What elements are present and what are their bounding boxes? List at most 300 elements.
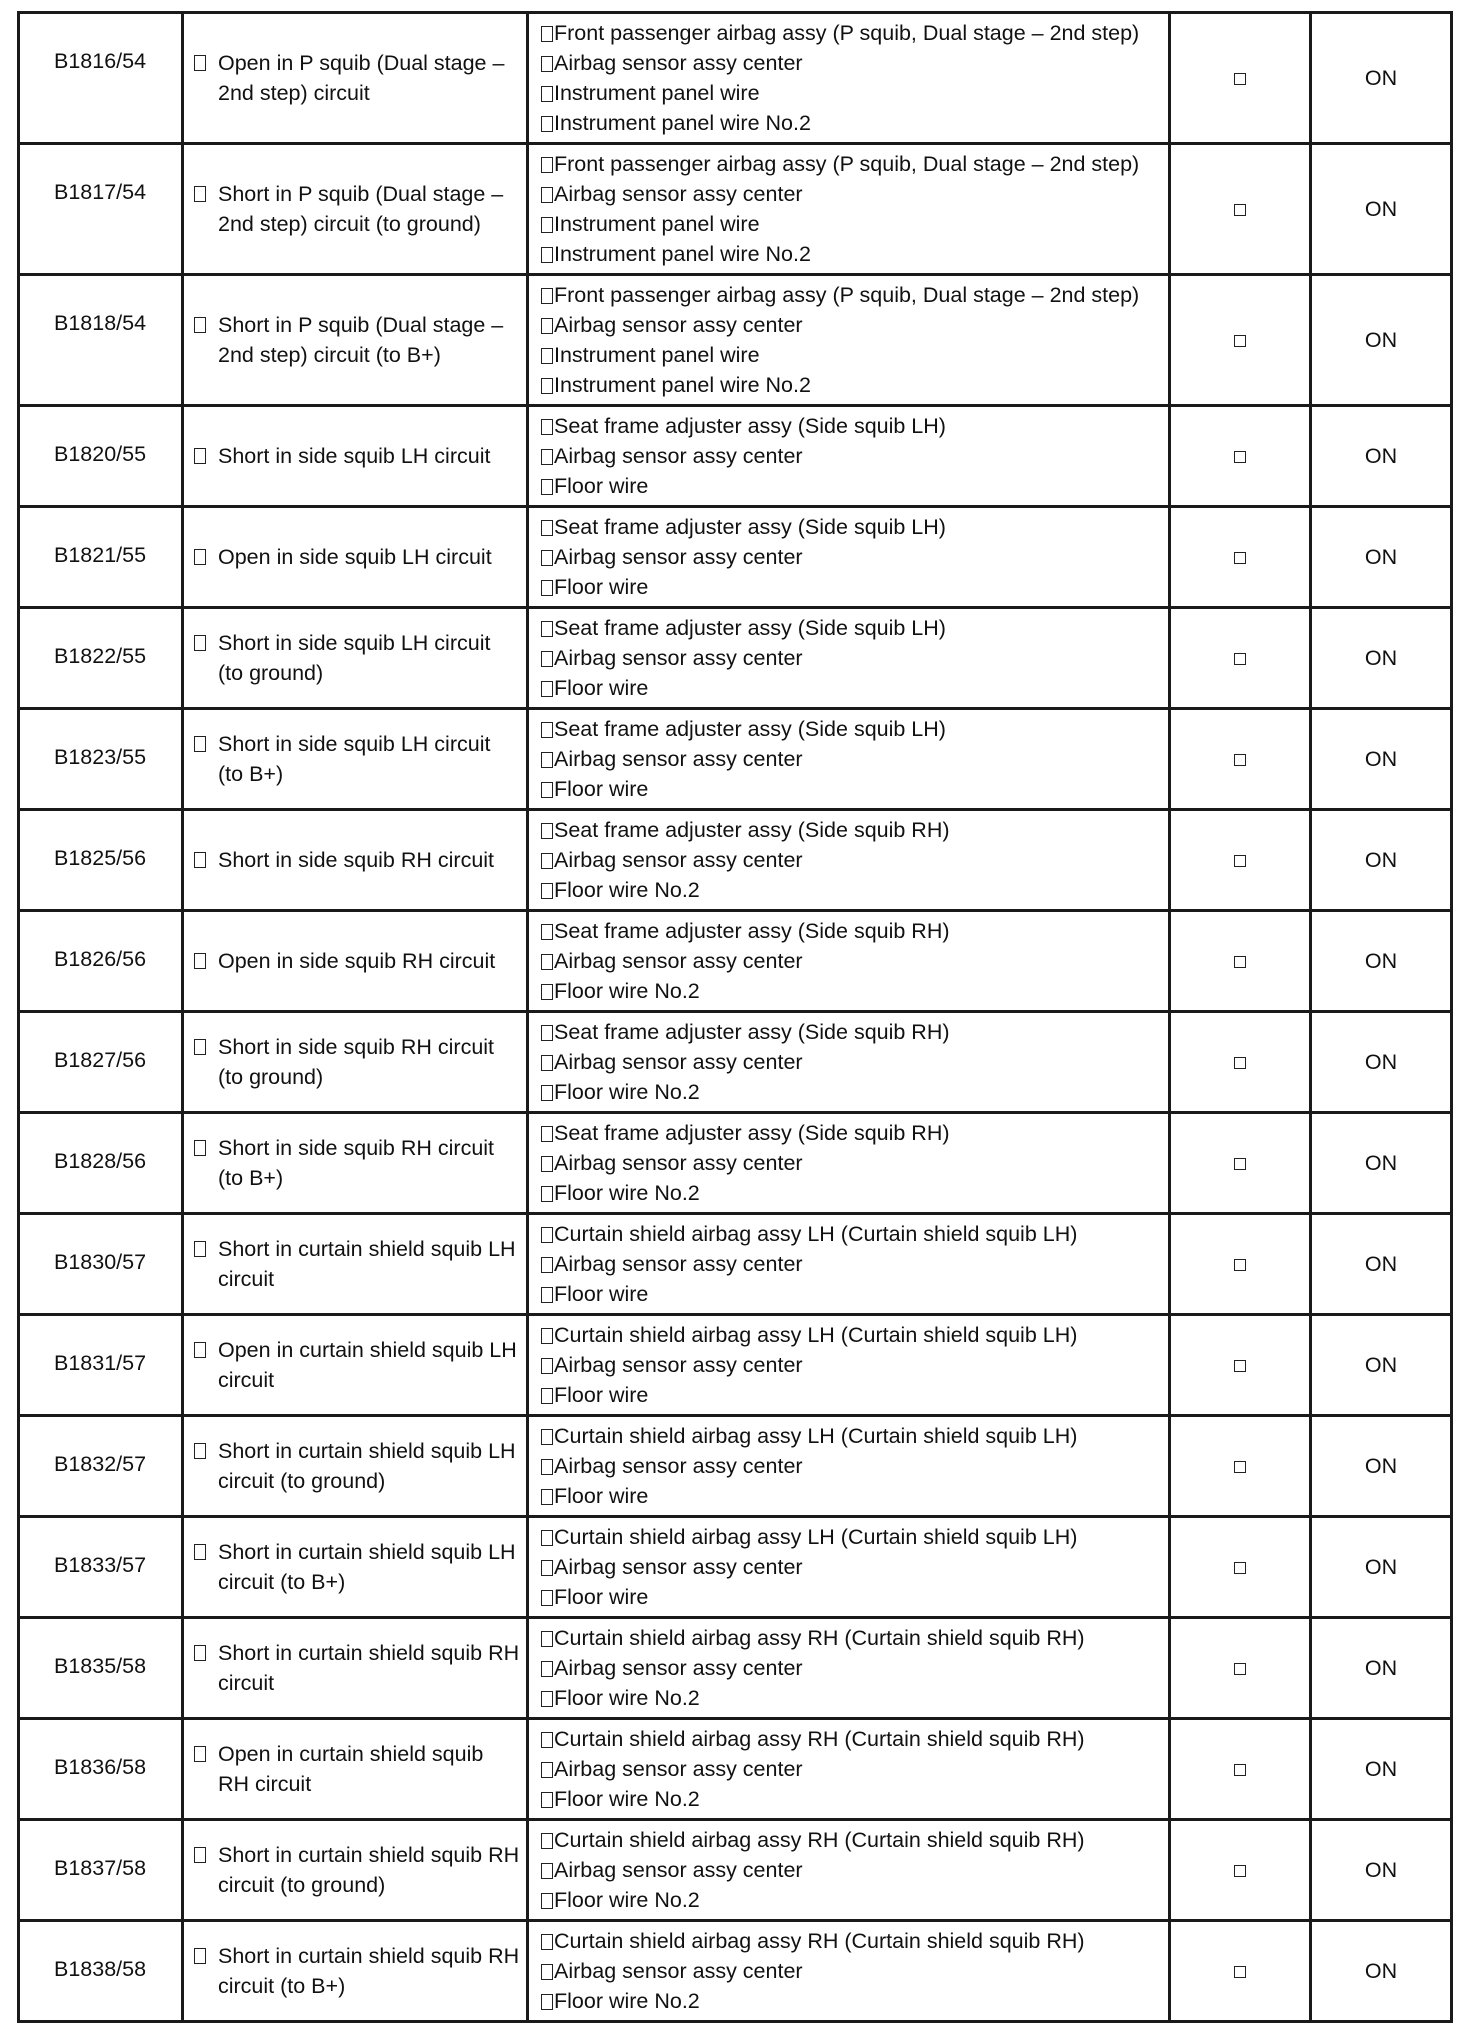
detection-item-cell [183,275,528,406]
trouble-area-text: Airbag sensor assy center [554,313,803,337]
trouble-area-text: Floor wire [554,676,649,700]
dtc-code-cell [19,1820,183,1921]
trouble-area-text: Airbag sensor assy center [554,1858,803,1882]
trouble-area-text: Floor wire No.2 [554,979,700,1003]
bullet-box-icon [541,116,553,132]
dtc-code: B1817/54 [54,180,147,204]
trouble-area-text: Curtain shield airbag assy LH (Curtain shield squib LH) [554,1222,1078,1246]
bullet-box-icon [541,56,553,72]
trouble-area-item [541,1047,1164,1077]
checkbox-icon [1234,1461,1246,1473]
bullet-box-icon [541,1934,553,1950]
trouble-area-item [541,1623,1164,1653]
trouble-area-text: Airbag sensor assy center [554,1757,803,1781]
bullet-box-icon [541,681,553,697]
detection-item-cell [183,1416,528,1517]
dtc-code: B1821/55 [54,543,147,567]
trouble-area-item [541,946,1164,976]
dtc-code-cell [19,709,183,810]
trouble-area-item [541,815,1164,845]
trouble-area-item [541,1451,1164,1481]
trouble-area-text: Instrument panel wire [554,81,760,105]
trouble-area-text: Floor wire No.2 [554,1888,700,1912]
check-mode-cell [1170,1719,1311,1820]
dtc-code: B1822/55 [54,644,147,668]
trouble-area-text: Instrument panel wire No.2 [554,373,811,397]
detection-item-text: Short in side squib LH circuit [218,444,491,468]
trouble-area-text: Floor wire [554,777,649,801]
trouble-area-item [541,310,1164,340]
trouble-area-text: Airbag sensor assy center [554,646,803,670]
detection-item-cell [183,608,528,709]
bullet-box-icon [541,1994,553,2010]
trouble-area-text: Airbag sensor assy center [554,949,803,973]
bullet-box-icon [541,378,553,394]
trouble-area-text: Floor wire [554,474,649,498]
checkbox-icon [1234,204,1246,216]
bullet-box-icon [541,1590,553,1606]
bullet-box-icon [541,550,553,566]
trouble-area-text: Instrument panel wire [554,212,760,236]
srs-warning-light-value: ON [1364,1353,1398,1377]
trouble-area-item [541,643,1164,673]
bullet-box-icon [541,1257,553,1273]
srs-warning-light-cell [1311,709,1452,810]
trouble-area-text: Curtain shield airbag assy RH (Curtain shield squib RH) [554,1929,1085,1953]
trouble-area-cell [528,1416,1170,1517]
check-mode-cell [1170,1416,1311,1517]
trouble-area-text: Floor wire [554,1484,649,1508]
trouble-area-text: Seat frame adjuster assy (Side squib LH) [554,414,946,438]
dtc-code: B1816/54 [54,49,147,73]
srs-warning-light-value: ON [1364,1454,1398,1478]
srs-warning-light-value: ON [1364,1858,1398,1882]
check-mode-cell [1170,144,1311,275]
dtc-code: B1835/58 [54,1654,147,1678]
trouble-area-text: Airbag sensor assy center [554,182,803,206]
bullet-box-icon [541,1964,553,1980]
trouble-area-item [541,976,1164,1006]
trouble-area-text: Floor wire No.2 [554,1787,700,1811]
srs-warning-light-cell [1311,810,1452,911]
dtc-code-cell [19,608,183,709]
trouble-area-item [541,239,1164,269]
trouble-area-text: Seat frame adjuster assy (Side squib LH) [554,515,946,539]
dtc-code-cell [19,13,183,144]
trouble-area-item [541,1148,1164,1178]
trouble-area-cell [528,1517,1170,1618]
trouble-area-item [541,18,1164,48]
table-row [19,1214,1452,1315]
trouble-area-item [541,1522,1164,1552]
detection-item-text: Short in curtain shield squib RH circuit (to ground) [218,1843,520,1897]
checkbox-icon [1234,1663,1246,1675]
bullet-box-icon [194,1847,206,1863]
trouble-area-text: Airbag sensor assy center [554,1959,803,1983]
bullet-box-icon [541,1530,553,1546]
srs-warning-light-cell [1311,1517,1452,1618]
detection-item-text: Open in P squib (Dual stage – 2nd step) circuit [218,51,505,105]
detection-item-text: Open in side squib LH circuit [218,545,492,569]
table-row [19,144,1452,275]
checkbox-icon [1234,653,1246,665]
bullet-box-icon [541,1085,553,1101]
dtc-code: B1836/58 [54,1755,147,1779]
bullet-box-icon [541,318,553,334]
detection-item-text: Short in side squib LH circuit (to B+) [218,732,491,786]
table-row [19,1416,1452,1517]
trouble-area-item [541,613,1164,643]
dtc-code-cell [19,1214,183,1315]
srs-warning-light-value: ON [1364,747,1398,771]
dtc-code-cell [19,911,183,1012]
detection-item-text: Open in curtain shield squib RH circuit [218,1742,484,1796]
check-mode-cell [1170,709,1311,810]
table-row [19,1517,1452,1618]
trouble-area-text: Floor wire [554,1383,649,1407]
bullet-box-icon [541,1227,553,1243]
dtc-code-cell [19,1618,183,1719]
trouble-area-item [541,1784,1164,1814]
trouble-area-item [541,108,1164,138]
bullet-box-icon [541,1186,553,1202]
trouble-area-text: Airbag sensor assy center [554,1454,803,1478]
bullet-box-icon [541,1459,553,1475]
srs-warning-light-value: ON [1364,1959,1398,1983]
dtc-code-cell [19,1012,183,1113]
trouble-area-item [541,1249,1164,1279]
srs-warning-light-value: ON [1364,1252,1398,1276]
detection-item-text: Short in side squib RH circuit (to B+) [218,1136,495,1190]
detection-item-cell [183,911,528,1012]
trouble-area-text: Floor wire No.2 [554,878,700,902]
dtc-code: B1827/56 [54,1048,147,1072]
bullet-box-icon [194,448,206,464]
trouble-area-text: Curtain shield airbag assy LH (Curtain shield squib LH) [554,1323,1078,1347]
trouble-area-item [541,1956,1164,1986]
trouble-area-item [541,845,1164,875]
table-row [19,1113,1452,1214]
bullet-box-icon [541,1429,553,1445]
trouble-area-text: Airbag sensor assy center [554,51,803,75]
check-mode-cell [1170,1517,1311,1618]
trouble-area-text: Seat frame adjuster assy (Side squib LH) [554,717,946,741]
srs-warning-light-value: ON [1364,848,1398,872]
trouble-area-item [541,572,1164,602]
bullet-box-icon [541,1358,553,1374]
detection-item-text: Short in curtain shield squib LH circuit [218,1237,516,1291]
table-row [19,1012,1452,1113]
bullet-box-icon [541,1055,553,1071]
detection-item-text: Short in side squib RH circuit [218,848,495,872]
trouble-area-text: Floor wire [554,1282,649,1306]
trouble-area-cell [528,911,1170,1012]
bullet-box-icon [194,1544,206,1560]
trouble-area-item [541,48,1164,78]
dtc-code-cell [19,1719,183,1820]
detection-item-cell [183,1214,528,1315]
trouble-area-item [541,1926,1164,1956]
trouble-area-item [541,714,1164,744]
bullet-box-icon [541,86,553,102]
trouble-area-cell [528,608,1170,709]
bullet-box-icon [541,752,553,768]
dtc-code: B1820/55 [54,442,147,466]
dtc-code: B1825/56 [54,846,147,870]
detection-item-text: Short in P squib (Dual stage – 2nd step) circuit (to ground) [218,182,504,236]
detection-item-cell [183,13,528,144]
detection-item-cell [183,144,528,275]
dtc-code-cell [19,1517,183,1618]
detection-item-cell [183,709,528,810]
check-mode-cell [1170,1113,1311,1214]
trouble-area-item [541,875,1164,905]
bullet-box-icon [194,186,206,202]
trouble-area-text: Seat frame adjuster assy (Side squib RH) [554,1020,950,1044]
check-mode-cell [1170,507,1311,608]
trouble-area-item [541,1582,1164,1612]
bullet-box-icon [194,549,206,565]
trouble-area-text: Instrument panel wire [554,343,760,367]
bullet-box-icon [194,1948,206,1964]
dtc-table [17,11,1453,2023]
bullet-box-icon [541,1691,553,1707]
checkbox-icon [1234,1562,1246,1574]
detection-item-cell [183,1618,528,1719]
trouble-area-cell [528,144,1170,275]
srs-warning-light-value: ON [1364,444,1398,468]
detection-item-text: Short in curtain shield squib RH circuit [218,1641,520,1695]
bullet-box-icon [194,852,206,868]
check-mode-cell [1170,1315,1311,1416]
trouble-area-text: Seat frame adjuster assy (Side squib RH) [554,818,950,842]
bullet-box-icon [194,1645,206,1661]
trouble-area-item [541,1219,1164,1249]
table-row [19,608,1452,709]
trouble-area-item [541,1683,1164,1713]
srs-warning-light-cell [1311,1416,1452,1517]
detection-item-text: Short in side squib LH circuit (to ground) [218,631,491,685]
srs-warning-light-cell [1311,1113,1452,1214]
checkbox-icon [1234,1865,1246,1877]
trouble-area-text: Front passenger airbag assy (P squib, Dual stage – 2nd step) [554,21,1140,45]
trouble-area-cell [528,1618,1170,1719]
trouble-area-item [541,673,1164,703]
trouble-area-text: Instrument panel wire No.2 [554,242,811,266]
check-mode-cell [1170,1921,1311,2022]
detection-item-text: Short in curtain shield squib LH circuit (to B+) [218,1540,516,1594]
dtc-code: B1838/58 [54,1957,147,1981]
srs-warning-light-value: ON [1364,1555,1398,1579]
trouble-area-text: Airbag sensor assy center [554,1050,803,1074]
trouble-area-text: Seat frame adjuster assy (Side squib LH) [554,616,946,640]
trouble-area-item [541,340,1164,370]
bullet-box-icon [194,55,206,71]
trouble-area-cell [528,1012,1170,1113]
table-row [19,406,1452,507]
check-mode-cell [1170,1820,1311,1921]
trouble-area-text: Airbag sensor assy center [554,1353,803,1377]
checkbox-icon [1234,451,1246,463]
bullet-box-icon [541,1661,553,1677]
bullet-box-icon [541,1489,553,1505]
checkbox-icon [1234,552,1246,564]
trouble-area-cell [528,507,1170,608]
srs-warning-light-cell [1311,1820,1452,1921]
bullet-box-icon [541,520,553,536]
bullet-box-icon [541,580,553,596]
trouble-area-cell [528,406,1170,507]
srs-warning-light-value: ON [1364,197,1398,221]
dtc-code: B1826/56 [54,947,147,971]
detection-item-text: Open in side squib RH circuit [218,949,496,973]
srs-warning-light-cell [1311,1618,1452,1719]
bullet-box-icon [194,953,206,969]
bullet-box-icon [541,1560,553,1576]
trouble-area-cell [528,1719,1170,1820]
dtc-code: B1830/57 [54,1250,147,1274]
checkbox-icon [1234,1259,1246,1271]
dtc-code-cell [19,144,183,275]
trouble-area-cell [528,810,1170,911]
trouble-area-text: Curtain shield airbag assy RH (Curtain shield squib RH) [554,1727,1085,1751]
trouble-area-text: Front passenger airbag assy (P squib, Dual stage – 2nd step) [554,152,1140,176]
table-row [19,1820,1452,1921]
srs-warning-light-cell [1311,13,1452,144]
trouble-area-text: Floor wire No.2 [554,1080,700,1104]
trouble-area-item [541,1825,1164,1855]
bullet-box-icon [541,1388,553,1404]
dtc-code-cell [19,1921,183,2022]
trouble-area-item [541,916,1164,946]
bullet-box-icon [194,1342,206,1358]
trouble-area-cell [528,275,1170,406]
detection-item-cell [183,507,528,608]
table-row [19,709,1452,810]
trouble-area-text: Floor wire No.2 [554,1181,700,1205]
detection-item-text: Short in side squib RH circuit (to ground) [218,1035,495,1089]
dtc-code-cell [19,810,183,911]
srs-warning-light-value: ON [1364,1757,1398,1781]
srs-warning-light-cell [1311,144,1452,275]
bullet-box-icon [541,157,553,173]
bullet-box-icon [194,1241,206,1257]
bullet-box-icon [541,26,553,42]
detection-item-cell [183,810,528,911]
srs-warning-light-value: ON [1364,66,1398,90]
trouble-area-text: Airbag sensor assy center [554,1555,803,1579]
srs-warning-light-cell [1311,406,1452,507]
table-row [19,1618,1452,1719]
bullet-box-icon [194,1140,206,1156]
bullet-box-icon [194,635,206,651]
srs-warning-light-cell [1311,1719,1452,1820]
bullet-box-icon [541,1287,553,1303]
checkbox-icon [1234,956,1246,968]
trouble-area-item [541,78,1164,108]
bullet-box-icon [541,348,553,364]
trouble-area-item [541,370,1164,400]
bullet-box-icon [541,1893,553,1909]
trouble-area-item [541,1552,1164,1582]
check-mode-cell [1170,1618,1311,1719]
trouble-area-item [541,1380,1164,1410]
trouble-area-text: Airbag sensor assy center [554,1252,803,1276]
checkbox-icon [1234,335,1246,347]
trouble-area-item [541,1320,1164,1350]
check-mode-cell [1170,13,1311,144]
srs-warning-light-value: ON [1364,328,1398,352]
bullet-box-icon [541,621,553,637]
detection-item-cell [183,1517,528,1618]
bullet-box-icon [541,247,553,263]
trouble-area-text: Curtain shield airbag assy LH (Curtain shield squib LH) [554,1424,1078,1448]
bullet-box-icon [541,883,553,899]
detection-item-text: Short in curtain shield squib RH circuit (to B+) [218,1944,520,1998]
trouble-area-item [541,1279,1164,1309]
dtc-code-cell [19,1113,183,1214]
dtc-code: B1818/54 [54,311,147,335]
dtc-code: B1823/55 [54,745,147,769]
srs-warning-light-cell [1311,1921,1452,2022]
detection-item-cell [183,406,528,507]
bullet-box-icon [541,823,553,839]
bullet-box-icon [541,1792,553,1808]
trouble-area-text: Airbag sensor assy center [554,1656,803,1680]
bullet-box-icon [194,1039,206,1055]
trouble-area-item [541,1178,1164,1208]
trouble-area-item [541,1421,1164,1451]
srs-warning-light-value: ON [1364,1050,1398,1074]
trouble-area-item [541,1481,1164,1511]
detection-item-text: Short in curtain shield squib LH circuit (to ground) [218,1439,516,1493]
checkbox-icon [1234,1360,1246,1372]
trouble-area-item [541,1077,1164,1107]
trouble-area-text: Airbag sensor assy center [554,747,803,771]
trouble-area-item [541,149,1164,179]
bullet-box-icon [541,954,553,970]
dtc-code-cell [19,406,183,507]
check-mode-cell [1170,608,1311,709]
check-mode-cell [1170,911,1311,1012]
bullet-box-icon [541,1156,553,1172]
bullet-box-icon [541,449,553,465]
bullet-box-icon [541,288,553,304]
dtc-table-body [19,13,1452,2022]
bullet-box-icon [541,1863,553,1879]
detection-item-cell [183,1921,528,2022]
trouble-area-cell [528,1113,1170,1214]
trouble-area-item [541,209,1164,239]
bullet-box-icon [541,853,553,869]
dtc-code-cell [19,275,183,406]
trouble-area-item [541,1017,1164,1047]
trouble-area-item [541,411,1164,441]
bullet-box-icon [194,1443,206,1459]
trouble-area-item [541,1885,1164,1915]
trouble-area-item [541,774,1164,804]
srs-warning-light-cell [1311,1214,1452,1315]
trouble-area-cell [528,1214,1170,1315]
dtc-code: B1837/58 [54,1856,147,1880]
checkbox-icon [1234,1764,1246,1776]
detection-item-text: Short in P squib (Dual stage – 2nd step) circuit (to B+) [218,313,504,367]
detection-item-cell [183,1719,528,1820]
srs-warning-light-value: ON [1364,1151,1398,1175]
trouble-area-text: Curtain shield airbag assy LH (Curtain shield squib LH) [554,1525,1078,1549]
trouble-area-text: Floor wire No.2 [554,1686,700,1710]
checkbox-icon [1234,754,1246,766]
